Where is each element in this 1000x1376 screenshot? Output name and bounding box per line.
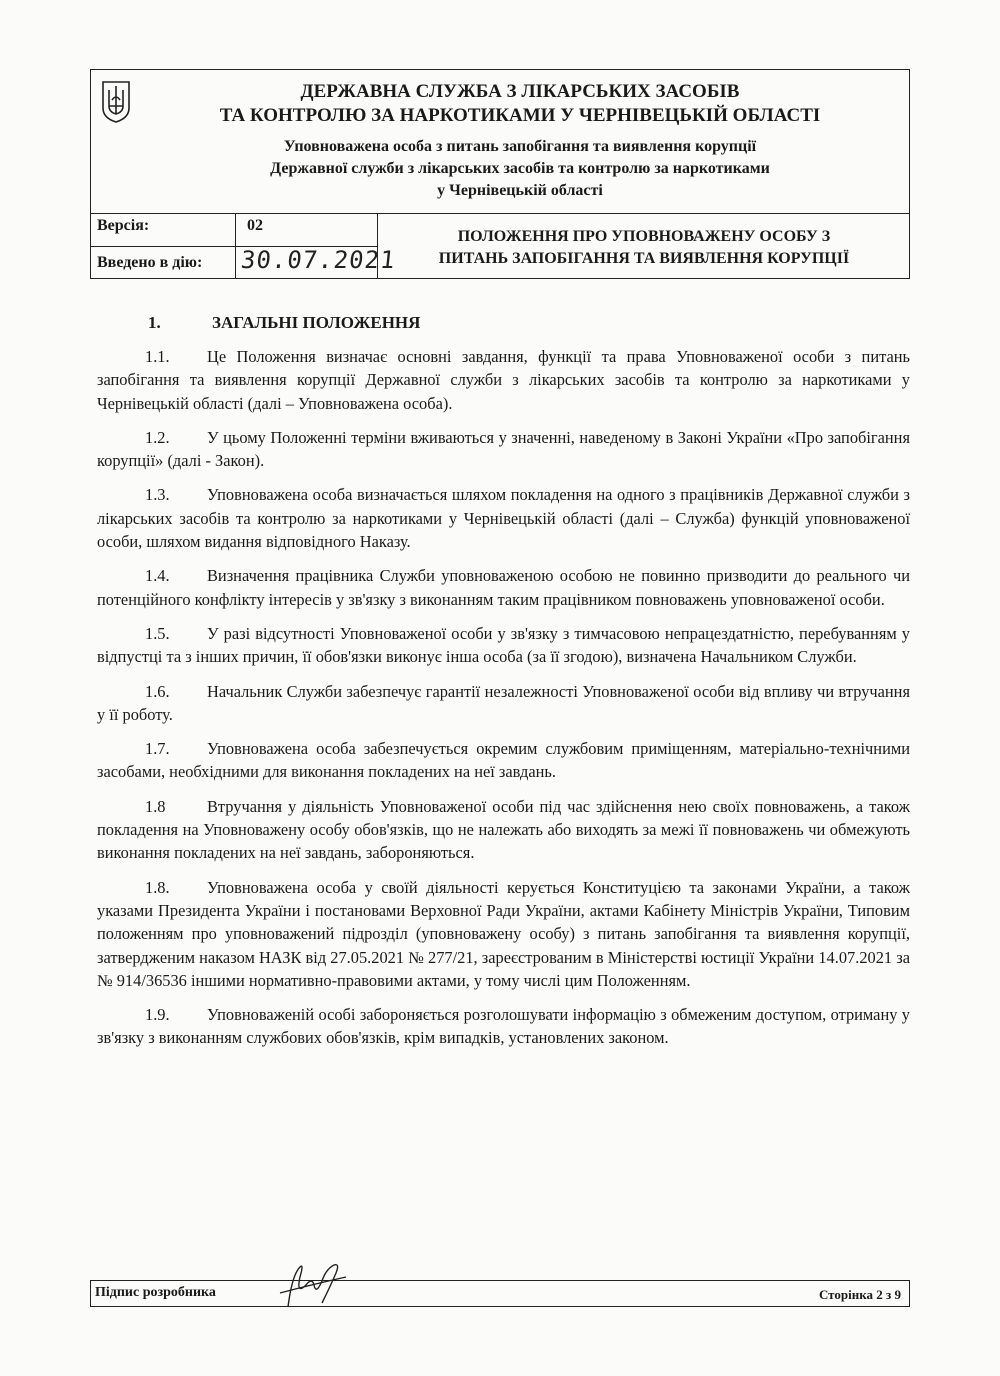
paragraph [97, 345, 910, 415]
section-number: 1. [148, 313, 161, 332]
organization-subtitle: Уповноважена особа з питань запобігання та виявлення корупції Державної служби з лікарських засобів та контролю за наркотиками у Чернівецькій області [270, 138, 770, 199]
paragraph [97, 737, 910, 784]
signature-label: Підпис розробника [95, 1285, 216, 1300]
paragraph-text: Начальник Служби забезпечує гарантії незалежності Уповноваженої особи від впливу чи втручання у її роботу. [97, 681, 910, 724]
paragraph-text: Уповноважена особа у своїй діяльності керується Конституцією та законами України, а також указами Президента України і постановами Верховної Ради України, актами Кабінету Міністрів України, Типовим положенням про уповноважений підрозділ (уповноважену особу) з питань запобігання та виявлення корупції, затвердженим наказом НАЗК від 27.05.2021 № 277/21, зареєстрованим в Міністерстві юстиції України 14.07.2021 за № 914/36536 іншими нормативно-правовими актами, у тому числі цим Положенням. [97, 877, 910, 990]
paragraph-text: Уповноважена особа визначається шляхом покладення на одного з працівників Державної служби з лікарських засобів та контролю за наркотиками у Чернівецькій області (далі – Служба) функцій уповноваженої особи, шляхом видання відповідного Наказу. [97, 485, 910, 552]
paragraph-text: Це Положення визначає основні завдання, функції та права Уповноваженої особи з питань запобігання та виявлення корупції Державної служби з лікарських засобів та контролю за наркотиками у Чернівецькій області (далі – Уповноважена особа). [97, 347, 910, 413]
version-value: 02 [247, 217, 263, 234]
paragraph [97, 483, 910, 553]
paragraph-number: 1.4. [145, 566, 170, 586]
paragraph-number: 1.8. [145, 877, 170, 897]
paragraph-number: 1.5. [145, 623, 170, 643]
paragraph [97, 564, 910, 611]
paragraph-number: 1.1. [145, 347, 170, 366]
paragraph-text: Втручання у діяльність Уповноваженої особи під час здійснення нею своїх повноважень, а також покладення на Уповноважену особу обов'язків, що не належать або виходять за межі її повноважень чи обмежують виконання покладених на неї завдань, забороняються. [97, 796, 910, 863]
paragraph [97, 1003, 910, 1050]
section-heading [148, 313, 420, 333]
paragraph [97, 795, 910, 865]
paragraph-text: У разі відсутності Уповноваженої особи у зв'язку з тимчасовою непрацездатністю, перебуванням у відпустці та з інших причин, її обов'язки виконує інша особа (за її згодою), визначена Начальником Служби. [97, 623, 910, 667]
paragraph-number: 1.7. [145, 739, 170, 759]
paragraph [97, 622, 910, 669]
paragraph [97, 426, 910, 473]
trident-coat-of-arms-icon [101, 80, 131, 124]
paragraph-number: 1.9. [145, 1005, 170, 1025]
section-title: ЗАГАЛЬНІ ПОЛОЖЕННЯ [212, 313, 421, 332]
paragraph-text: Визначення працівника Служби уповноваженою особою не повинно призводити до реального чи потенційного конфлікту інтересів у зв'язку з виконанням таким працівником повноважень уповноваженої особи. [97, 566, 910, 609]
paragraph-number: 1.6. [145, 681, 170, 701]
paragraph-number: 1.3. [145, 485, 170, 505]
paragraph [97, 680, 910, 727]
document-footer [90, 1280, 910, 1307]
paragraph-number: 1.2. [145, 427, 170, 447]
document-title: ПОЛОЖЕННЯ ПРО УПОВНОВАЖЕНУ ОСОБУ З ПИТАНЬ ЗАПОБІГАННЯ ТА ВИЯВЛЕННЯ КОРУПЦІЇ [438, 228, 850, 267]
organization-title: ДЕРЖАВНА СЛУЖБА З ЛІКАРСЬКИХ ЗАСОБІВ ТА КОНТРОЛЮ ЗА НАРКОТИКАМИ У ЧЕРНІВЕЦЬКІЙ ОБЛАСТІ [219, 81, 821, 126]
paragraph-text: Уповноважена особа забезпечується окремим службовим приміщенням, матеріально-технічними засобами, необхідними для виконання покладених на неї завдань. [97, 739, 910, 782]
paragraph-text: У цьому Положенні терміни вживаються у значенні, наведеному в Законі України «Про запобігання корупції» (далі - Закон). [97, 427, 910, 471]
document-body [97, 345, 910, 1061]
header-divider [91, 213, 909, 214]
page-number: Сторінка 2 з 9 [818, 1287, 901, 1302]
effective-date-label: Введено в дію: [97, 254, 203, 271]
version-label: Версія: [97, 217, 150, 234]
document-header [90, 69, 910, 279]
paragraph-text: Уповноваженій особі забороняється розголошувати інформацію з обмеженим доступом, отриману у зв'язку з виконанням службових обов'язків, крім випадків, установлених законом. [97, 1005, 910, 1048]
effective-date-value: 30.07.2021 [239, 246, 397, 274]
paragraph-number: 1.8 [145, 796, 166, 816]
paragraph [97, 876, 910, 992]
